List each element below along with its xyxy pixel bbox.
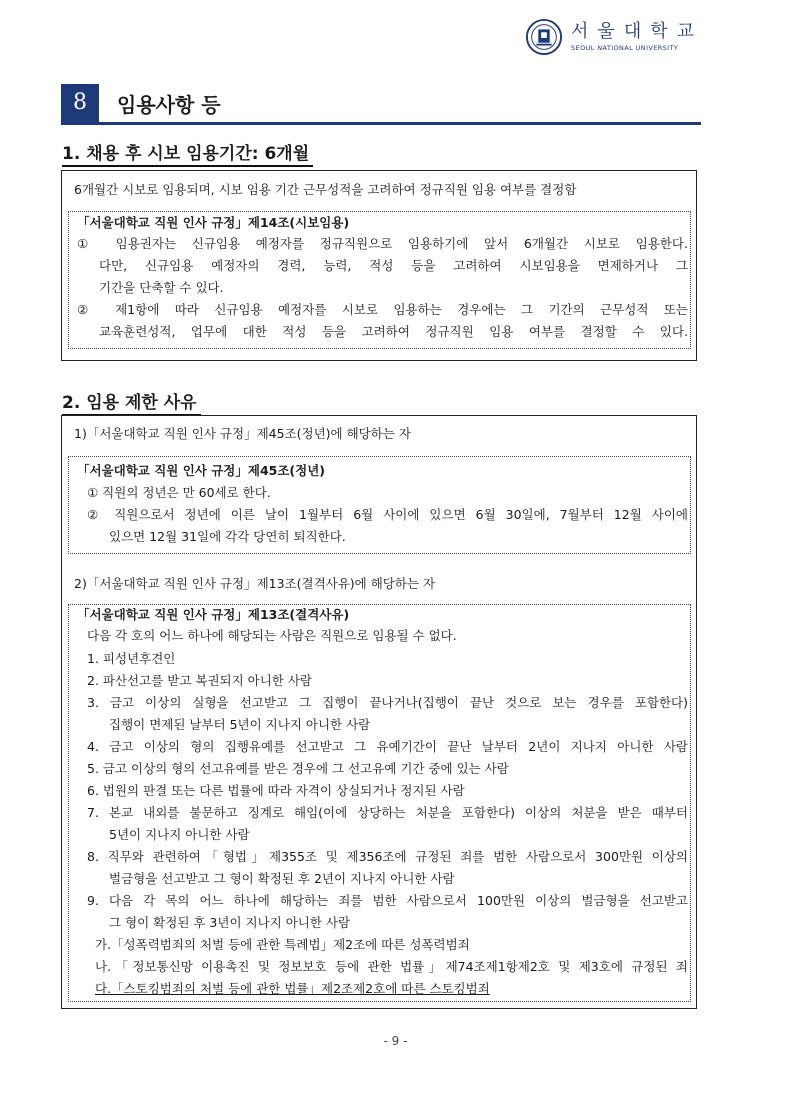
part2-item2-rule-line: 7. 본교 내외를 불문하고 징계로 해임(이에 상당하는 처분을 포함한다) 이상의 처분을 받은 때부터 — [87, 805, 688, 820]
part1-rule-line: 기간을 단축할 수 있다. — [99, 280, 224, 295]
part2-item2-rule-line: 9. 다음 각 목의 어느 하나에 해당하는 죄를 범한 사람으로서 100만원 이상의 벌금형을 선고받고 — [87, 893, 688, 908]
part1-intro: 6개월간 시보로 임용되며, 시보 임용 기간 근무성적을 고려하여 정규직원 임용 여부를 결정함 — [74, 182, 577, 197]
part2-item1-rule-box — [68, 456, 691, 554]
part2-item2-intro: 2)「서울대학교 직원 인사 규정」제13조(결격사유)에 해당하는 자 — [74, 576, 436, 591]
part1-rule-title: 「서울대학교 직원 인사 규정」제14조(시보임용) — [77, 215, 350, 230]
part2-item2-rule-line: 3. 금고 이상의 실형을 선고받고 그 집행이 끝나거나(집행이 끝난 것으로 보는 경우를 포함한다) — [87, 695, 688, 710]
part2-item1-rule-title: 「서울대학교 직원 인사 규정」제45조(정년) — [77, 463, 326, 478]
logo-korean-name: 서울대학교 — [571, 21, 703, 42]
part2-item1-intro: 1)「서울대학교 직원 인사 규정」제45조(정년)에 해당하는 자 — [74, 426, 411, 441]
part2-item1-rule-line: ② 직원으로서 정년에 이른 날이 1월부터 6월 사이에 있으면 6월 30일에, 7월부터 12월 사이에 — [87, 507, 688, 522]
logo-english-name: SEOUL NATIONAL UNIVERSITY — [571, 44, 679, 52]
university-logo — [525, 18, 703, 56]
section-title: 임용사항 등 — [117, 93, 221, 117]
part2-item2-rule-box — [68, 604, 691, 1002]
part1-heading: 1. 채용 후 시보 임용기간: 6개월 — [62, 143, 313, 167]
part2-item2-rule-line: 6. 법원의 판결 또는 다른 법률에 따라 자격이 상실되거나 정지된 사람 — [87, 783, 465, 798]
part2-item2-rule-line: 그 형이 확정된 후 3년이 지나지 아니한 사람 — [109, 915, 351, 930]
part2-item2-rule-line: 5년이 지나지 아니한 사람 — [109, 827, 250, 842]
part2-item2-rule-line: 1. 피성년후견인 — [87, 651, 176, 666]
section-number: 8 — [61, 84, 99, 122]
part2-item2-rule-line: 2. 파산선고를 받고 복권되지 아니한 사람 — [87, 673, 312, 688]
part1-rule-line: 교육훈련성적, 업무에 대한 적성 등을 고려하여 정규직원 임용 여부를 결정할 수 있다. — [99, 324, 688, 339]
university-emblem-icon — [525, 18, 563, 56]
part2-item2-rule-line: 5. 금고 이상의 형의 선고유예를 받은 경우에 그 선고유예 기간 중에 있는 사람 — [87, 761, 509, 776]
part1-rule-line: ① 임용권자는 신규임용 예정자를 정규직원으로 임용하기에 앞서 6개월간 시보로 임용한다. — [77, 236, 688, 251]
page-number: - 9 - — [383, 1034, 408, 1048]
part2-item1-rule-line: ① 직원의 정년은 만 60세로 한다. — [87, 485, 271, 500]
part1-rule-line: ② 제1항에 따라 신규임용 예정자를 시보로 임용하는 경우에는 그 기간의 근무성적 또는 — [77, 302, 688, 317]
part2-heading: 2. 임용 제한 사유 — [62, 392, 201, 416]
part2-item2-rule-line: 4. 금고 이상의 형의 집행유예를 선고받고 그 유예기간이 끝난 날부터 2년이 지나지 아니한 사람 — [87, 739, 688, 754]
section-header — [61, 84, 701, 125]
part1-box — [61, 170, 697, 361]
part2-item2-rule-line: 가.「성폭력범죄의 처벌 등에 관한 특례법」제2조에 따른 성폭력범죄 — [95, 937, 470, 952]
part2-item1-rule-line: 있으면 12월 31일에 각각 당연히 퇴직한다. — [109, 529, 346, 544]
part1-rule-line: 다만, 신규임용 예정자의 경력, 능력, 적성 등을 고려하여 시보임용을 면제하거나 그 — [99, 258, 688, 273]
part2-item2-rule-line: 8. 직무와 관련하여「형법」제355조 및 제356조에 규정된 죄를 범한 사람으로서 300만원 이상의 — [87, 849, 688, 864]
part2-item2-rule-line: 나.「정보통신망 이용촉진 및 정보보호 등에 관한 법률」제74조제1항제2호 및 제3호에 규정된 죄 — [95, 959, 688, 974]
part2-item2-rule-title: 「서울대학교 직원 인사 규정」제13조(결격사유) — [77, 607, 350, 622]
part2-item2-rule-line: 다.「스토킹범죄의 처벌 등에 관한 법률」제2조제2호에 따른 스토킹범죄 — [95, 981, 490, 996]
part1-rule-box — [68, 211, 691, 349]
part2-item2-rule-line: 벌금형을 선고받고 그 형이 확정된 후 2년이 지나지 아니한 사람 — [109, 871, 455, 886]
part2-item2-rule-line: 다음 각 호의 어느 하나에 해당되는 사람은 직원으로 임용될 수 없다. — [87, 628, 457, 643]
part2-box — [61, 415, 697, 1009]
part2-item2-rule-line: 집행이 면제된 날부터 5년이 지나지 아니한 사람 — [109, 717, 371, 732]
